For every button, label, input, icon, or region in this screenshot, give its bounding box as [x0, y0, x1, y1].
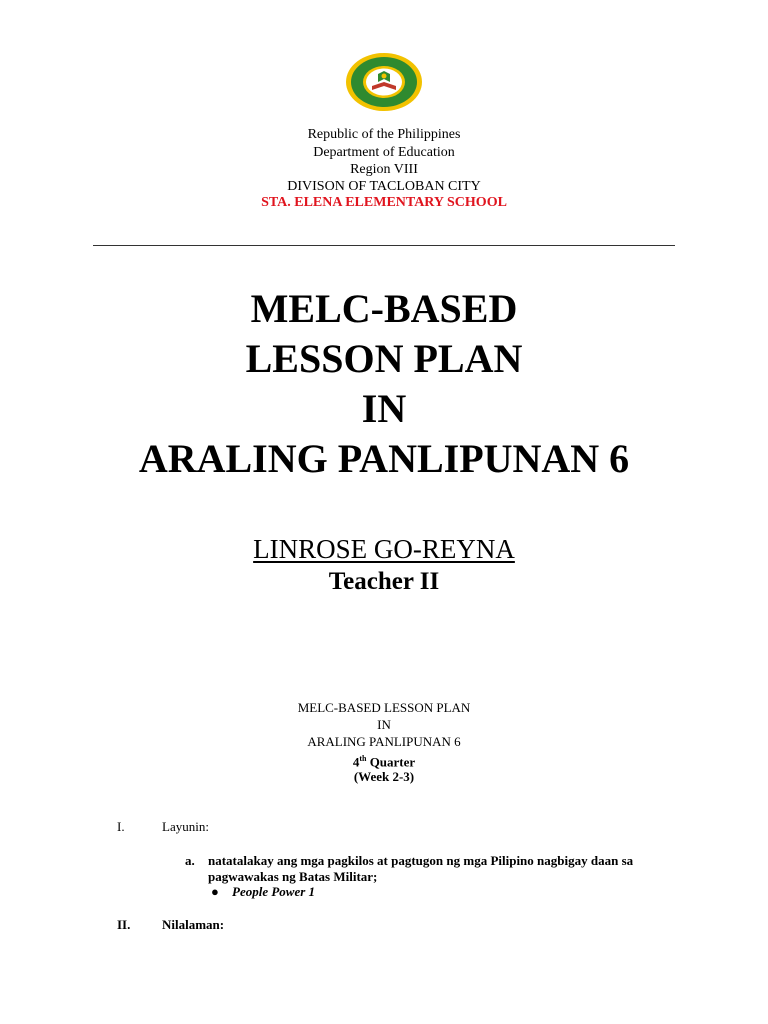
- outline-sub-a-text: natatalakay ang mga pagkilos at pagtugon ng mga Pilipino nagbigay daan sa pagwawakas ng Batas Militar;: [208, 853, 634, 884]
- header-department: Department of Education: [313, 145, 455, 160]
- title-line-1: MELC-BASED: [250, 286, 518, 331]
- header-division: DIVISON OF TACLOBAN CITY: [287, 179, 481, 194]
- outline-sub-a-marker: a.: [185, 853, 195, 868]
- title-line-3: IN: [361, 386, 407, 431]
- header-region: Region VIII: [350, 162, 418, 177]
- bullet-icon: ●: [211, 884, 219, 899]
- quarter-word: Quarter: [366, 754, 416, 770]
- school-logo: [345, 52, 423, 112]
- outline-item-1-number: I.: [117, 819, 125, 834]
- title-line-2: LESSON PLAN: [245, 336, 523, 381]
- subtitle-line-2: IN: [377, 717, 391, 732]
- outline-item-2-number: II.: [117, 917, 131, 932]
- subtitle-line-1: MELC-BASED LESSON PLAN: [297, 700, 471, 715]
- quarter-suffix: th: [359, 754, 367, 763]
- teacher-name: LINROSE GO-REYNA: [253, 534, 515, 564]
- outline-item-1-label: Layunin:: [162, 819, 209, 834]
- title-line-4: ARALING PANLIPUNAN 6: [138, 436, 630, 481]
- teacher-position: Teacher II: [328, 568, 440, 595]
- header-school-name: STA. ELENA ELEMENTARY SCHOOL: [261, 195, 507, 210]
- subtitle-week: (Week 2-3): [353, 769, 415, 784]
- horizontal-rule: [93, 245, 675, 246]
- subtitle-line-3: ARALING PANLIPUNAN 6: [307, 734, 461, 749]
- outline-bullet-text: People Power 1: [232, 884, 316, 899]
- outline-item-2-label: Nilalaman:: [162, 917, 225, 932]
- quarter-number: 4: [352, 754, 360, 770]
- header-republic: Republic of the Philippines: [307, 127, 461, 142]
